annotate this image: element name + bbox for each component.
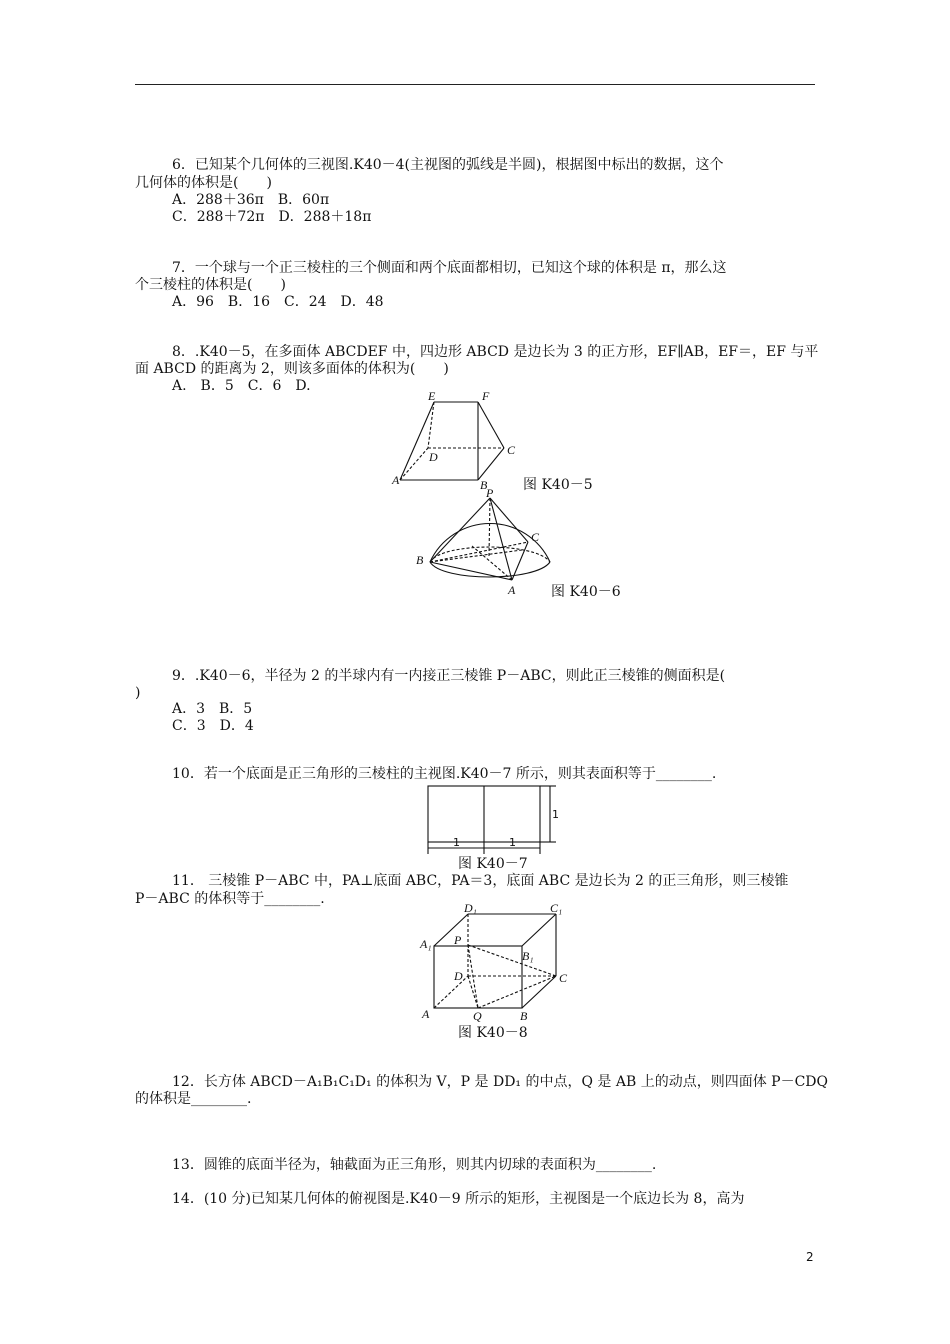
figure-k40-6 xyxy=(412,486,562,598)
fig8-label-p: P xyxy=(454,933,462,947)
fig7-width-label-1: 1 xyxy=(453,836,460,849)
q6-line-1: 6．已知某个几何体的三视图.K40－4(主视图的弧线是半圆)，根据图中标出的数据，这个 xyxy=(172,157,724,173)
fig5-label-b: B xyxy=(480,478,488,490)
fig5-label-a: A xyxy=(392,473,400,487)
fig6-label-c: C xyxy=(531,530,540,544)
q11-line-2: P－ABC 的体积等于________. xyxy=(135,891,325,907)
q8-options: A. B．5 C．6 D. xyxy=(172,378,311,394)
fig8-label-b1: B₁ xyxy=(522,949,534,963)
q14-line-1: 14．(10 分)已知某几何体的俯视图是.K40－9 所示的矩形，主视图是一个底边长为 8，高为 xyxy=(172,1191,745,1207)
fig8-label-q: Q xyxy=(473,1009,482,1022)
caption-k40-7: 图 K40－7 xyxy=(458,856,528,872)
fig5-label-c: C xyxy=(507,443,516,457)
q7-options: A．96 B．16 C．24 D．48 xyxy=(172,294,384,310)
q13-line-1: 13．圆锥的底面半径为，轴截面为正三角形，则其内切球的表面积为________. xyxy=(172,1157,657,1173)
q8-line-1: 8．.K40－5，在多面体 ABCDEF 中，四边形 ABCD 是边长为 3 的正方形，EF∥AB，EF＝，EF 与平 xyxy=(172,344,819,360)
header-rule xyxy=(135,84,815,85)
q6-options-cd: C．288＋72π D．288＋18π xyxy=(172,209,372,225)
q12-line-2: 的体积是________. xyxy=(135,1091,252,1107)
fig8-label-c1: C₁ xyxy=(550,901,563,915)
fig5-label-f: F xyxy=(482,390,490,403)
q7-line-2: 个三棱柱的体积是( ) xyxy=(135,277,286,293)
page-number: 2 xyxy=(806,1250,814,1264)
caption-k40-6: 图 K40－6 xyxy=(551,584,621,600)
figure-k40-8 xyxy=(418,900,572,1022)
q12-line-1: 12．长方体 ABCD－A₁B₁C₁D₁ 的体积为 V，P 是 DD₁ 的中点，Q 是 AB 上的动点，则四面体 P－CDQ xyxy=(172,1074,828,1090)
fig6-label-p: P xyxy=(486,486,494,500)
fig8-label-d: D xyxy=(454,969,463,983)
caption-k40-5: 图 K40－5 xyxy=(523,477,593,493)
q9-line-2: ) xyxy=(135,685,141,701)
figure-k40-7 xyxy=(424,782,562,854)
q10-line-1: 10．若一个底面是正三角形的三棱柱的主视图.K40－7 所示，则其表面积等于________. xyxy=(172,766,717,782)
caption-k40-8: 图 K40－8 xyxy=(458,1025,528,1041)
fig7-width-label-2: 1 xyxy=(509,836,516,849)
q11-line-1: 11． 三棱锥 P－ABC 中，PA⊥底面 ABC，PA＝3，底面 ABC 是边长为 2 的正三角形，则三棱锥 xyxy=(172,873,789,889)
fig5-label-d: D xyxy=(429,450,438,464)
fig8-label-a1: A₁ xyxy=(420,937,432,951)
fig6-label-b: B xyxy=(416,553,424,567)
fig6-label-a: A xyxy=(508,583,516,597)
q9-options-cd: C．3 D．4 xyxy=(172,718,254,734)
fig8-label-d1: D₁ xyxy=(464,901,477,915)
fig7-height-label: 1 xyxy=(552,808,559,821)
q6-line-2: 几何体的体积是( ) xyxy=(135,175,272,191)
q6-options-ab: A．288＋36π B．60π xyxy=(172,192,330,208)
figure-k40-5 xyxy=(388,390,528,490)
fig5-label-e: E xyxy=(428,390,436,403)
fig8-label-a: A xyxy=(422,1007,430,1021)
q9-options-ab: A．3 B．5 xyxy=(172,701,253,717)
q8-line-2: 面 ABCD 的距离为 2，则该多面体的体积为( ) xyxy=(135,361,449,377)
q7-line-1: 7．一个球与一个正三棱柱的三个侧面和两个底面都相切，已知这个球的体积是 π，那么这 xyxy=(172,260,727,276)
q9-line-1: 9．.K40－6，半径为 2 的半球内有一内接正三棱锥 P－ABC，则此正三棱锥的侧面积是( xyxy=(172,668,726,684)
fig8-label-c: C xyxy=(559,971,568,985)
fig8-label-b: B xyxy=(520,1009,528,1022)
